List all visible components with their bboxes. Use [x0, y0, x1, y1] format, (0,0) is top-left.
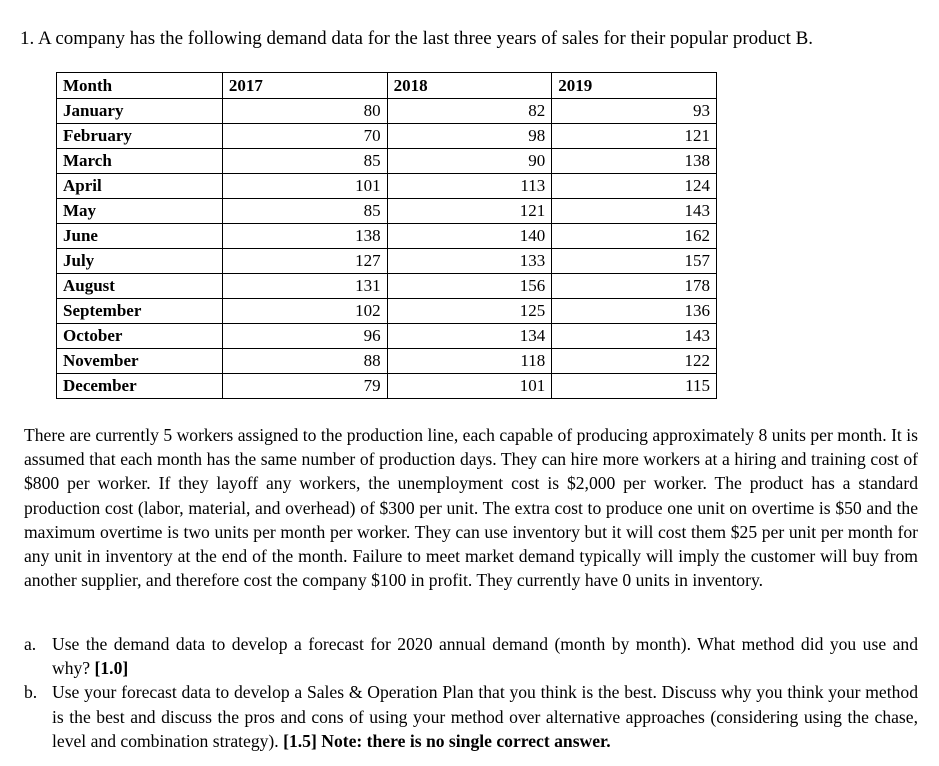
- value-2019-cell: 143: [552, 199, 717, 224]
- question-title: 1. A company has the following demand data for the last three years of sales for their popular product B.: [20, 28, 814, 49]
- value-2017-cell: 131: [222, 274, 387, 299]
- question-a-marker: a.: [24, 634, 37, 654]
- value-2017-cell: 127: [222, 249, 387, 274]
- question-a: [24, 632, 918, 680]
- value-2019-cell: 157: [552, 249, 717, 274]
- month-cell: December: [57, 374, 223, 399]
- value-2018-cell: 113: [387, 174, 552, 199]
- value-2018-cell: 82: [387, 99, 552, 124]
- value-2019-cell: 143: [552, 324, 717, 349]
- table-row: [57, 299, 717, 324]
- value-2018-cell: 118: [387, 349, 552, 374]
- value-2019-cell: 124: [552, 174, 717, 199]
- table-row: [57, 199, 717, 224]
- table-row: [57, 374, 717, 399]
- value-2018-cell: 101: [387, 374, 552, 399]
- month-cell: November: [57, 349, 223, 374]
- question-b: [24, 680, 918, 753]
- value-2018-cell: 134: [387, 324, 552, 349]
- month-cell: February: [57, 124, 223, 149]
- value-2017-cell: 101: [222, 174, 387, 199]
- table-row: [57, 149, 717, 174]
- month-cell: August: [57, 274, 223, 299]
- question-b-points: [1.5]: [283, 730, 317, 751]
- month-cell: March: [57, 149, 223, 174]
- table-row: [57, 274, 717, 299]
- month-cell: May: [57, 199, 223, 224]
- table-row: [57, 249, 717, 274]
- month-cell: June: [57, 224, 223, 249]
- value-2018-cell: 121: [387, 199, 552, 224]
- value-2018-cell: 90: [387, 149, 552, 174]
- table-row: [57, 349, 717, 374]
- table-row: [57, 324, 717, 349]
- demand-table: [56, 72, 717, 399]
- value-2018-cell: 133: [387, 249, 552, 274]
- value-2019-cell: 122: [552, 349, 717, 374]
- value-2017-cell: 85: [222, 199, 387, 224]
- value-2017-cell: 102: [222, 299, 387, 324]
- value-2019-cell: 178: [552, 274, 717, 299]
- table-row: [57, 174, 717, 199]
- column-header-2019: 2019: [552, 73, 717, 99]
- problem-description: There are currently 5 workers assigned to the production line, each capable of producing approximately 8 units per month. It is assumed that each month has the same number of production days. They can hire more workers at a hiring and training cost of $800 per worker. If they layoff any workers, the unemployment cost is $2,000 per worker. The product has a standard production cost (labor, material, and overhead) of $300 per unit. The extra cost to produce one unit on overtime is $50 and the maximum overtime is two units per month per worker. They can use inventory but it will cost them $25 per unit per month for any unit in inventory at the end of the month. Failure to meet market demand typically will imply the customer will buy from another supplier, and therefore cost the company $100 in profit. They currently have 0 units in inventory.: [24, 425, 918, 591]
- demand-table-body: [57, 99, 717, 399]
- value-2019-cell: 115: [552, 374, 717, 399]
- table-row: [57, 224, 717, 249]
- value-2019-cell: 138: [552, 149, 717, 174]
- column-header-2018: 2018: [387, 73, 552, 99]
- table-row: [57, 99, 717, 124]
- table-row: [57, 124, 717, 149]
- month-cell: September: [57, 299, 223, 324]
- question-a-points: [1.0]: [94, 658, 129, 679]
- column-header-month: Month: [57, 73, 223, 99]
- month-cell: April: [57, 174, 223, 199]
- question-b-note: Note: there is no single correct answer.: [321, 730, 611, 751]
- month-cell: October: [57, 324, 223, 349]
- question-b-text: Use your forecast data to develop a Sales & Operation Plan that you think is the best. Discuss why you think your method is the best and discuss the pros and cons of using your method over alternative approaches (considering using the chase, level and combination strategy).: [52, 682, 918, 751]
- value-2017-cell: 88: [222, 349, 387, 374]
- question-b-marker: b.: [24, 682, 38, 703]
- value-2017-cell: 70: [222, 124, 387, 149]
- value-2017-cell: 85: [222, 149, 387, 174]
- column-header-2017: 2017: [222, 73, 387, 99]
- value-2019-cell: 93: [552, 99, 717, 124]
- value-2018-cell: 98: [387, 124, 552, 149]
- value-2018-cell: 140: [387, 224, 552, 249]
- value-2018-cell: 125: [387, 299, 552, 324]
- value-2017-cell: 138: [222, 224, 387, 249]
- month-cell: July: [57, 249, 223, 274]
- value-2019-cell: 136: [552, 299, 717, 324]
- value-2017-cell: 96: [222, 324, 387, 349]
- value-2019-cell: 162: [552, 224, 717, 249]
- value-2019-cell: 121: [552, 124, 717, 149]
- value-2017-cell: 80: [222, 99, 387, 124]
- value-2017-cell: 79: [222, 374, 387, 399]
- question-list: [24, 632, 918, 753]
- month-cell: January: [57, 99, 223, 124]
- table-header-row: [57, 73, 717, 99]
- value-2018-cell: 156: [387, 274, 552, 299]
- question-a-text: Use the demand data to develop a forecast for 2020 annual demand (month by month). What method did you use and why?: [52, 634, 918, 679]
